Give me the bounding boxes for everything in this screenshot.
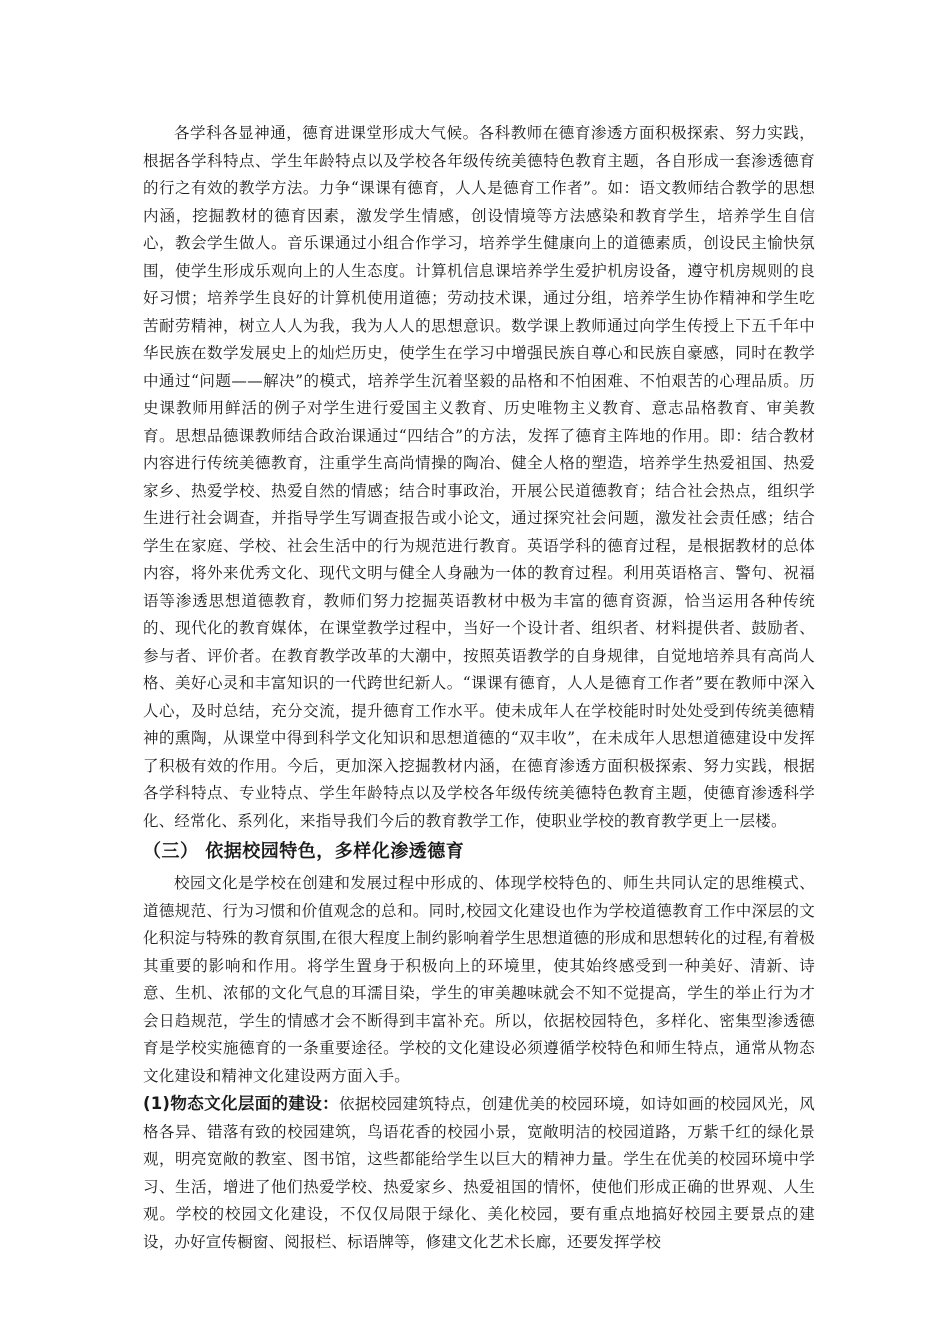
body-paragraph: 各学科各显神通，德育进课堂形成大气候。各科教师在德育渗透方面积极探索、努力实践，根据各学科特点、学生年龄特点以及学校各年级传统美德特色教育主题，各自形成一套渗透德育的行之有效的教学方法。力争“课课有德育，人人是德育工作者”。如：语文教师结合教学的思想内涵，挖掘教材的德育因素，激发学生情感，创设情境等方法感染和教育学生，培养学生自信心，教会学生做人。音乐课通过小组合作学习，培养学生健康向上的道德素质，创设民主愉快氛围，使学生形成乐观向上的人生态度。计算机信息课培养学生爱护机房设备，遵守机房规则的良好习惯；培养学生良好的计算机使用道德；劳动技术课，通过分组，培养学生协作精神和学生吃苦耐劳精神，树立人人为我，我为人人的思想意识。数学课上教师通过向学生传授上下五千年中华民族在数学发展史上的灿烂历史，使学生在学习中增强民族自尊心和民族自豪感，同时在教学中通过“问题——解决”的模式，培养学生沉着坚毅的品格和不怕困难、不怕艰苦的心理品质。历史课教师用鲜活的例子对学生进行爱国主义教育、历史唯物主义教育、意志品格教育、审美教育。思想品德课教师结合政治课通过“四结合”的方法，发挥了德育主阵地的作用。即：结合教材内容进行传统美德教育，注重学生高尚情操的陶冶、健全人格的塑造，培养学生热爱祖国、热爱家乡、热爱学校、热爱自然的情感；结合时事政治，开展公民道德教育；结合社会热点，组织学生进行社会调查，并指导学生写调查报告或小论文，通过探究社会问题，激发社会责任感；结合学生在家庭、学校、社会生活中的行为规范进行教育。英语学科的德育过程，是根据教材的总体内容，将外来优秀文化、现代文明与健全人身融为一体的教育过程。利用英语格言、警句、祝福语等渗透思想道德教育，教师们努力挖掘英语教材中极为丰富的德育资源，恰当运用各种传统的、现代化的教育媒体，在课堂教学过程中，当好一个设计者、组织者、材料提供者、鼓励者、参与者、评价者。在教育教学改革的大潮中，按照英语教学的自身规律，自觉地培养具有高尚人格、美好心灵和丰富知识的一代跨世纪新人。“课课有德育，人人是德育工作者”要在教师中深入人心，及时总结，充分交流，提升德育工作水平。使未成年人在学校能时时处处受到传统美德精神的熏陶，从课堂中得到科学文化知识和思想道德的“双丰收”，在未成年人思想道德建设中发挥了积极有效的作用。今后，更加深入挖掘教材内涵，在德育渗透方面积极探索、努力实践，根据各学科特点、专业特点、学生年龄特点以及学校各年级传统美德特色教育主题，使德育渗透科学化、经常化、系列化，来指导我们今后的教育教学工作，使职业学校的教育教学更上一层楼。 xyxy=(143,124,815,830)
subsection-paragraph xyxy=(143,1090,815,1256)
subsection-body: 依据校园建筑特点，创建优美的校园环境，如诗如画的校园风光，风格各异、错落有致的校园建筑，鸟语花香的校园小景，宽敞明洁的校园道路，万紫千红的绿化景观，明亮宽敞的教室、图书馆，这些都能给学生以巨大的精神力量。学生在优美的校园环境中学习、生活，增进了他们热爱学校、热爱家乡、热爱祖国的情怀，使他们形成正确的世界观、人生观。学校的校园文化建设，不仅仅局限于绿化、美化校园，要有重点地搞好校园主要景点的建设，办好宣传橱窗、阅报栏、标语牌等，修建文化艺术长廊，还要发挥学校 xyxy=(143,1095,815,1251)
document-page xyxy=(143,120,815,1256)
body-paragraph: 校园文化是学校在创建和发展过程中形成的、体现学校特色的、师生共同认定的思维模式、道德规范、行为习惯和价值观念的总和。同时,校园文化建设也作为学校道德教育工作中深层的文化积淀与特殊的教育氛围,在很大程度上制约影响着学生思想道德的形成和思想转化的过程,有着极其重要的影响和作用。将学生置身于积极向上的环境里，使其始终感受到一种美好、清新、诗意、生机、浓郁的文化气息的耳濡目染，学生的审美趣味就会不知不觉提高，学生的举止行为才会日趋规范，学生的情感才会不断得到丰富补充。所以，依据校园特色，多样化、密集型渗透德育是学校实施德育的一条重要途径。学校的文化建设必须遵循学校特色和师生特点，通常从物态文化建设和精神文化建设两方面入手。 xyxy=(143,874,815,1085)
subsection-heading: (1)物态文化层面的建设： xyxy=(143,1094,340,1113)
section-heading: （三） 依据校园特色，多样化渗透德育 xyxy=(143,841,465,862)
